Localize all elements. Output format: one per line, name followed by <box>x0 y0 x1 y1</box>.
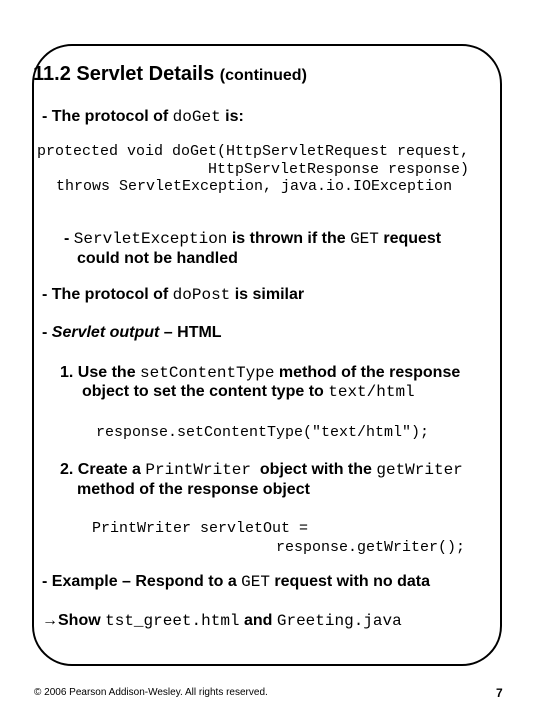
code-set-content-type: response.setContentType("text/html"); <box>96 424 430 441</box>
bullet-dash: - <box>64 230 74 247</box>
servlet-output-italic: Servlet output <box>51 324 160 341</box>
code-printwriter-decl: PrintWriter servletOut = <box>92 520 309 537</box>
bullet-doget-protocol <box>42 107 244 127</box>
item-1-line2 <box>82 382 415 402</box>
code-getwriter: getWriter <box>376 461 463 479</box>
copyright-text: © 2006 Pearson Addison-Wesley. All rights reserved. <box>34 687 268 698</box>
signature-line-2: HttpServletResponse response) <box>208 161 470 178</box>
item-1-set-content-type <box>60 363 460 383</box>
code-text-html: text/html <box>328 383 415 401</box>
title-suffix: (continued) <box>219 67 307 84</box>
bullet-show-files <box>42 611 402 631</box>
slide-title <box>33 62 307 88</box>
code-tst-greet: tst_greet.html <box>105 612 240 630</box>
item-text: 1. Use the <box>60 364 141 381</box>
code-get: GET <box>350 230 379 248</box>
bullet-dash: - <box>42 324 52 341</box>
bullet-text: - The protocol of <box>42 108 173 125</box>
item-2-line2: method of the response object <box>77 481 310 498</box>
page-number: 7 <box>496 686 503 700</box>
item-2-printwriter <box>60 460 463 480</box>
bullet-text-end: is: <box>220 108 244 125</box>
bullet-example <box>42 572 430 592</box>
code-setcontenttype: setContentType <box>140 364 275 382</box>
code-getwriter-call: response.getWriter(); <box>276 539 466 556</box>
title-text: 11.2 Servlet Details <box>33 63 215 85</box>
bullet-text-end: is similar <box>230 286 305 303</box>
bullet-servlet-output <box>42 323 222 343</box>
bullet-servletexception-line2: could not be handled <box>77 250 238 267</box>
signature-line-3: throws ServletException, java.io.IOException <box>56 178 453 195</box>
bullet-text-end: request with no data <box>269 573 430 590</box>
and-text: and <box>239 612 277 629</box>
code-greeting-java: Greeting.java <box>276 612 402 630</box>
code-printwriter: PrintWriter <box>145 461 252 479</box>
item-text-end: method of the response <box>274 364 461 381</box>
bullet-text: - Example – Respond to a <box>42 573 242 590</box>
show-text: Show <box>58 612 106 629</box>
signature-line-1: protected void doGet(HttpServletRequest request, <box>37 143 470 160</box>
code-servletexception: ServletException <box>73 230 228 248</box>
arrow-right-icon: → <box>42 612 58 629</box>
item-text-mid: object with the <box>251 461 377 478</box>
bullet-text: is thrown if the <box>227 230 351 247</box>
bullet-text-end: request <box>378 230 442 247</box>
bullet-text: - The protocol of <box>42 286 173 303</box>
bullet-text-end: – HTML <box>159 324 222 341</box>
code-get: GET <box>241 573 270 591</box>
bullet-servletexception <box>64 229 441 249</box>
item-text: 2. Create a <box>60 461 146 478</box>
code-doget: doGet <box>172 108 221 126</box>
item-text: object to set the content type to <box>82 383 329 400</box>
code-dopost: doPost <box>172 286 231 304</box>
bullet-dopost-protocol <box>42 285 304 305</box>
